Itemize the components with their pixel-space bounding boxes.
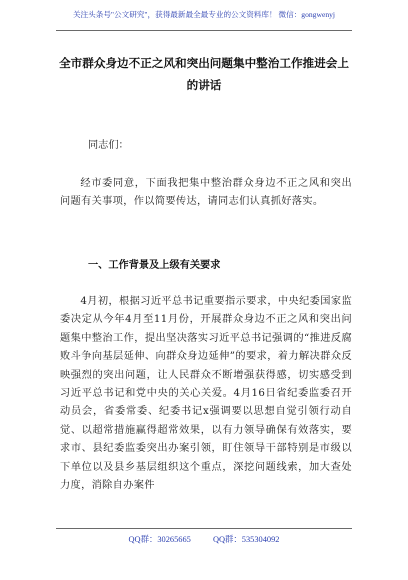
salutation: 同志们： [88, 140, 129, 151]
paragraph-intro: 经市委同意，下面我把集中整治群众身边不正之风和突出问题有关事项，作以简要传达，请同志们认真抓好落实。 [60, 178, 352, 208]
document-title: 全市群众身边不正之风和突出问题集中整治工作推进会上的讲话 [59, 56, 349, 92]
section-heading: 一、工作背景及上级有关要求 [88, 260, 221, 271]
header-text: 关注头条号"公文研究"，获得最新最全最专业的公文资料库！ 微信：gongwenyj [72, 10, 336, 19]
page-footer [0, 532, 408, 548]
header-divider [56, 30, 352, 31]
footer-qq-group-2: QQ群：535304092 [212, 535, 280, 544]
footer-divider [56, 528, 352, 529]
paragraph-background: 4月初，根据习近平总书记重要指示要求，中央纪委国家监委决定从今年4月至11月份，开展群众身边不正之风和突出问题集中整治工作，提出坚决落实习近平总书记强调的“推进反腐败斗争向基层延伸、向群众身边延伸”的要求，着力解决群众反映强烈的突出问题，让人民群众不断增强获得感，切实感受到习近平总书记和党中央的关心关爱。4月16日省纪委监委召开动员会，省委常委、纪委书记x强调要以思想自觉引领行动自觉、以超常措施赢得超常效果，以有力领导确保有效落实，要求市、县纪委监委突出办案引领，盯住领导干部特别是市级以下单位以及县乡基层组织这个重点，深挖问题线索，加大查处力度，消除自办案件 [60, 296, 352, 492]
footer-qq-group-1: QQ群：30265665 [128, 535, 191, 544]
page-header [0, 0, 408, 30]
